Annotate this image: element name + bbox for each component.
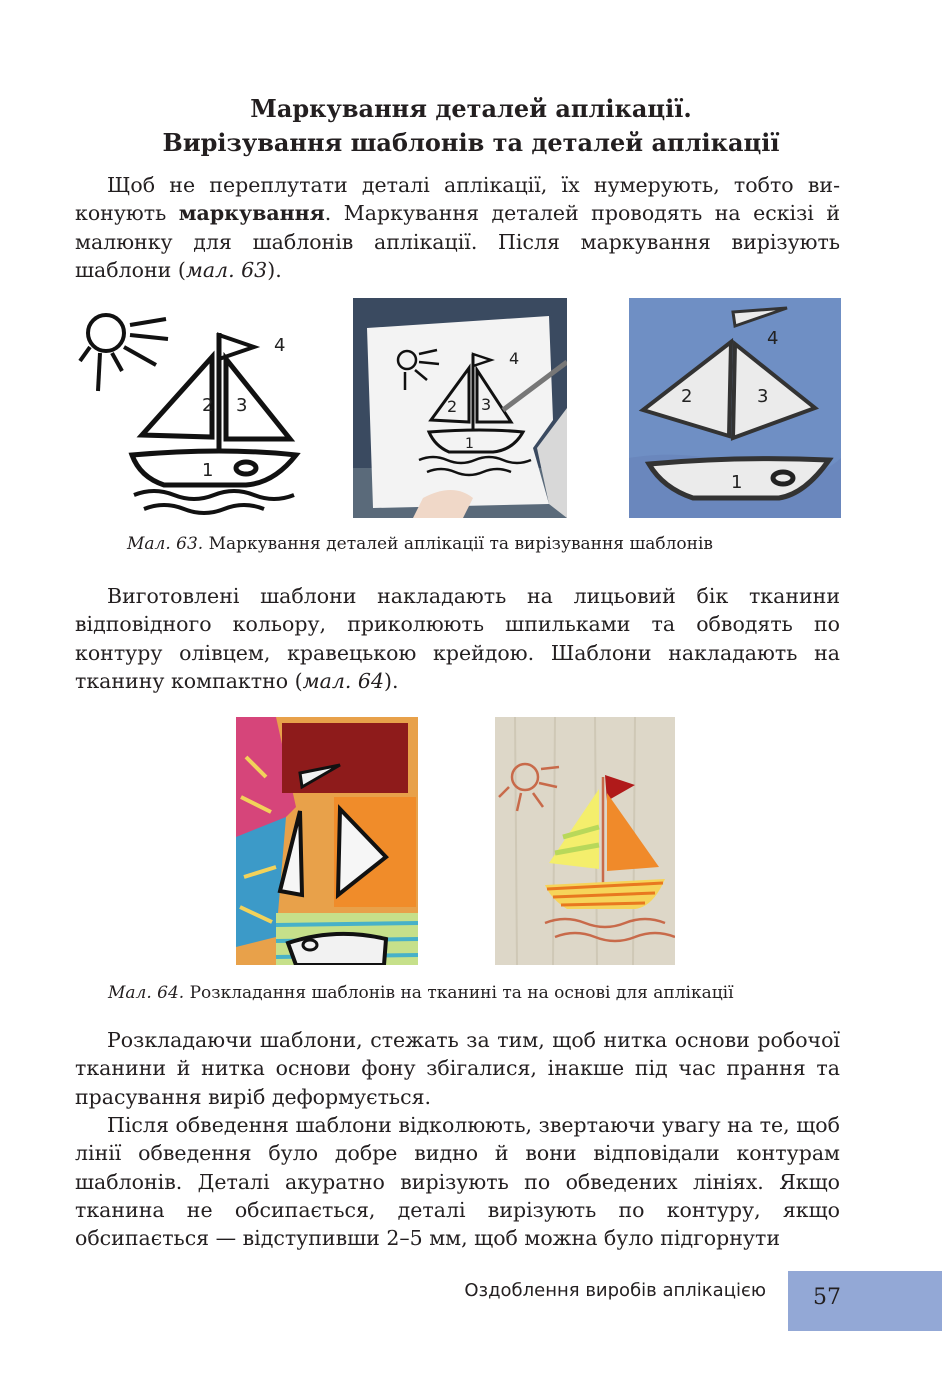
sketch-drawing (74, 305, 306, 517)
cutting-photo (353, 298, 567, 518)
label-4: 4 (274, 335, 286, 356)
figure-64-fabric-photo (236, 717, 418, 965)
para2-figure-ref: мал. 64 (302, 668, 384, 693)
para2-text-a: Виготовлені шаблони накладають на лицьовий бік тканини відповідного кольору, приколюють шпильками та обводять по контуру олівцем, кравецькою крейдою. Шаблони накладають на тканину компактно ( (75, 584, 840, 693)
figure-63-caption (127, 533, 713, 555)
base-photo (495, 717, 675, 965)
figure-63-cutting-photo (353, 298, 567, 518)
caption-64-ref: Мал. 64. (108, 983, 185, 1003)
figure-64-caption (108, 982, 734, 1004)
figure-63-templates-photo (629, 298, 841, 518)
label-4: 4 (767, 328, 779, 349)
templates-photo (629, 298, 841, 518)
label-2: 2 (681, 386, 693, 407)
label-3: 3 (236, 395, 248, 416)
paragraph-4: Після обведення шаблони відколюють, звертаючи увагу на те, щоб лінії обведення було добре видно й вони відповідали контурам шаблонів. Деталі акуратно вирізують по обведених лініях. Якщо тканина не обсипається, деталі вирізують по контуру, якщо обсипається — відступивши 2–5 мм, щоб можна було підгорнути (75, 1113, 840, 1251)
para2-text-b: ). (384, 668, 399, 693)
caption-63-text: Маркування деталей аплікації та вирізування шаблонів (203, 534, 713, 554)
label-1: 1 (202, 460, 214, 481)
running-footer-section: Оздоблення виробів аплікацією (464, 1280, 766, 1301)
caption-64-text: Розкладання шаблонів на тканині та на основі для аплікації (184, 983, 734, 1003)
figure-63-sketch (74, 305, 306, 517)
para1-bold-term: маркування (178, 201, 325, 226)
label-4: 4 (509, 349, 520, 368)
label-2: 2 (447, 397, 458, 416)
heading-line-2: Вирізування шаблонів та деталей аплікації (162, 128, 780, 157)
heading-line-1: Маркування деталей аплікації. (250, 94, 692, 123)
figure-64-base-photo (495, 717, 675, 965)
label-2: 2 (202, 395, 214, 416)
paragraph-2 (75, 582, 840, 695)
page-number-box (788, 1271, 942, 1331)
para1-text-a: Щоб не переплутати деталі аплікації, їх нумерують, тобто ви-конують (75, 173, 840, 226)
paragraph-1 (75, 171, 840, 284)
label-1: 1 (465, 436, 474, 452)
para1-figure-ref: мал. 63 (185, 257, 268, 282)
caption-63-ref: Мал. 63. (127, 534, 204, 554)
fabric-photo (236, 717, 418, 965)
para1-text-b: . Маркування деталей проводять на ескізі й малюнку для шаблонів аплікації. Після маркування вирізують шаблони ( (75, 201, 840, 282)
paragraph-3: Розкладаючи шаблони, стежать за тим, щоб нитка основи робочої тканини й нитка основи фону збігалися, інакше під час прання та прасування виріб деформується. (75, 1028, 840, 1109)
label-1: 1 (731, 472, 743, 493)
page-number: 57 (813, 1285, 841, 1310)
label-3: 3 (481, 395, 492, 414)
para1-text-c: ). (267, 257, 282, 282)
section-heading (0, 92, 942, 160)
label-3: 3 (757, 386, 769, 407)
